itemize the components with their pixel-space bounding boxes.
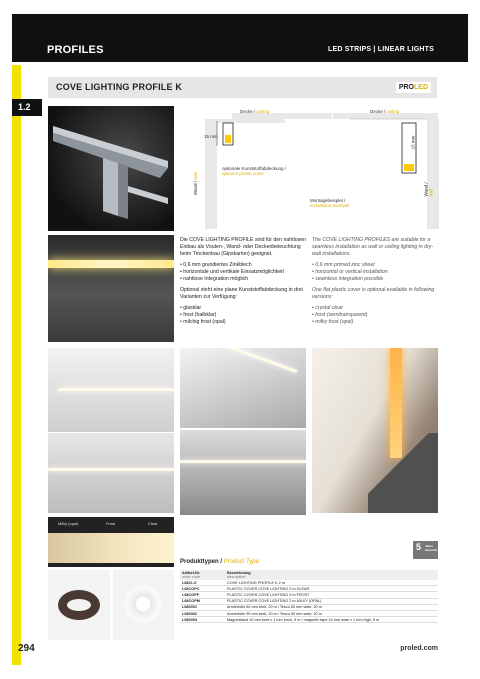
room-photo-2 [48,433,174,513]
profile-photo [48,106,174,231]
label-optional-cover: optionale Kunststoffabdeckung / optional plastic cover [222,166,286,176]
table-row: L680001 Armierfolie 60 mm breit, 20 m / Tesco 60 mm wide, 20 m [180,604,438,610]
product-title-band [48,77,437,98]
table-header-desc: Bezeichnung description [225,570,438,580]
strip-label-frost: Frost [106,521,116,526]
warranty-badge: 5 Jahre Garantie [413,541,438,559]
product-types-heading: Produkttypen / Product Type [180,559,259,565]
section-number: 1.2 [12,99,42,116]
yellow-side-bar [12,65,21,665]
room-photo-4 [180,430,306,515]
header-category: LED STRIPS | LINEAR LIGHTS [328,46,434,53]
description-english: The COVE LIGHTING PROFILES are suitable for a seamless installation as wall or ceiling lighting in dry-wall installations. • 0,6 mm primed zinc sheet • horizontal or vertical installation • seamless integration possible One flat plastic cover is optional available in following versions: • crystal clear • frost (semitransparent) • milky frost (opal) [312,237,435,326]
room-photo-3 [180,348,306,428]
label-wall-1: Wand / wall [193,171,199,196]
page-header [12,14,468,62]
page-number: 294 [18,643,35,654]
product-table [180,570,438,623]
strip-label-clear: Clear [148,521,158,526]
cover-variants-strip [48,517,174,567]
room-photo-1 [48,348,174,432]
description-german: Die COVE LIGHTING PROFILE sind für den nahtlosen Einbau als Vouten-, Wand- oder Deckenbeleuchtung beim Trockenbau (Gipskarton) geeignet. • 0,6 mm grundiertes Zinkblech • horizontale und vertikale Einsatzmöglichkeit • nahtlose Integration möglich Optional steht eine plane Kunststoffabdeckung in drei Varianten zur Verfügung: • glasklar • frost (halbklar) • milchig frost (opal) [180,237,306,326]
table-row: L68COPM PLASTIC COVER COVE LIGHTING 2 m MILKY (OPAL) [180,598,438,604]
strip-label-milky: Milky (opal) [58,521,79,526]
header-title: PROFILES [47,44,104,56]
stair-photo [312,348,438,513]
label-wall-2: Wand / wall [423,182,434,197]
label-dim-1: 15 mm [204,134,218,139]
table-row: L68COPC PLASTIC COVER COVE LIGHTING 2 m CLEAR [180,586,438,592]
led-profile-photo [48,235,174,342]
tesco-roll-photo [113,570,174,640]
label-installation-example: Montagebeispiel / installation example [310,198,350,208]
table-row: L680003 Magnetband 10 mm breit x 1 mm hoch, 5 m / magnetic tape 10 mm wide x 1 mm high, 5 m [180,617,438,623]
magnetic-tape-photo [48,570,110,640]
label-dim-2: 15 mm [410,135,416,150]
table-row: L680002 Armierfolie 90 mm breit, 20 m / Tesco 90 mm wide, 20 m [180,610,438,616]
product-title: COVE LIGHTING PROFILE K [56,82,183,92]
website-link[interactable]: proled.com [400,645,438,652]
table-header-code: Artikel-Nr. order code [180,570,225,580]
table-row: L68CLO COVE LIGHTING PROFILE K 2 m [180,580,438,586]
label-ceiling-1: Decke / ceiling [240,109,270,114]
technical-drawing [180,106,439,231]
table-row: L68COPF PLASTIC COVER COVE LIGHTING 2 m FROST [180,592,438,598]
label-ceiling-2: Decke / ceiling [370,109,400,114]
brand-logo: PROLED [396,82,431,93]
